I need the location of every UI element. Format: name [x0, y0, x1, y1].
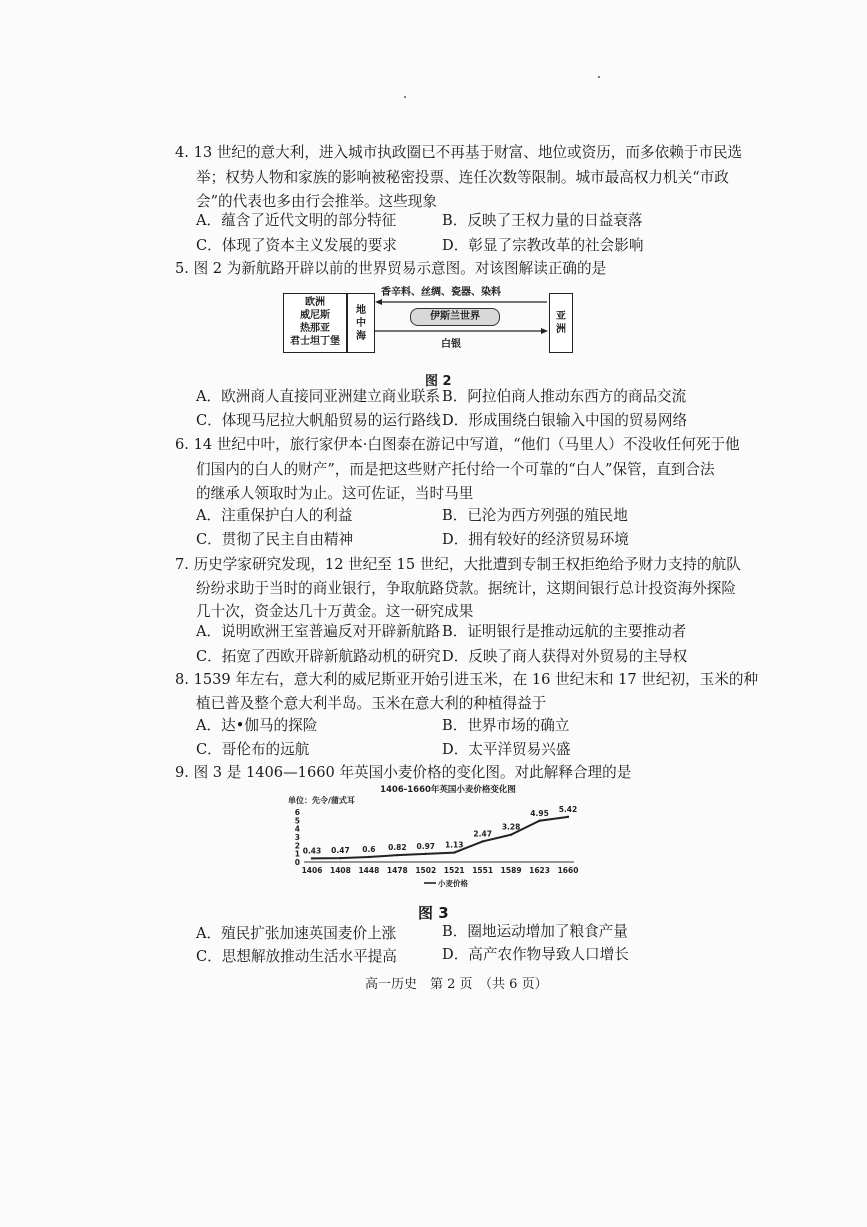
y-tick-label: 0 [294, 858, 300, 867]
data-point [396, 854, 398, 856]
data-point [510, 833, 512, 835]
data-label: 0.82 [388, 843, 407, 853]
x-tick-label: 1448 [358, 866, 380, 875]
q7-option-b[interactable]: B．证明银行是推动远航的主要推动者 [442, 623, 687, 640]
y-tick-label: 1 [294, 849, 300, 859]
q4-option-b[interactable]: B．反映了王权力量的日益衰落 [442, 212, 643, 229]
q8-option-c[interactable]: C．哥伦布的远航 [196, 741, 310, 758]
q8-option-d[interactable]: D．太平洋贸易兴盛 [442, 741, 571, 758]
q5-option-d[interactable]: D．形成围绕白银输入中国的贸易网络 [442, 412, 688, 429]
y-tick-label: 5 [294, 816, 300, 826]
data-label: 1.13 [444, 840, 464, 850]
q8-option-a[interactable]: A．达•伽马的探险 [196, 717, 318, 734]
chart-y-unit-label: 单位：先令/蒲式耳 [288, 796, 355, 805]
data-point [567, 816, 569, 818]
data-label: 3.28 [501, 822, 521, 832]
q4-option-c[interactable]: C．体现了资本主义发展的要求 [196, 237, 397, 254]
q4-line-1: 4. 13 世纪的意大利，进入城市执政圈已不再基于财富、地位或资历，而多依赖于市民选 [175, 144, 743, 161]
data-label: 2.47 [473, 829, 492, 839]
data-labels [303, 805, 578, 860]
q4-option-d[interactable]: D．彰显了宗教改革的社会影响 [442, 237, 644, 254]
x-tick-label: 1406 [301, 866, 323, 875]
y-tick-label: 6 [294, 808, 300, 817]
europe-label-1: 欧洲 [305, 297, 325, 308]
data-point [311, 857, 313, 859]
trade-arrows [283, 283, 573, 355]
q9-option-d[interactable]: D．高产农作物导致人口增长 [442, 946, 629, 963]
x-tick-label: 1521 [443, 866, 465, 875]
q6-option-c[interactable]: C．贯彻了民主自由精神 [196, 531, 354, 548]
q4-option-a[interactable]: A．蕴含了近代文明的部分特征 [196, 212, 397, 229]
data-label: 0.6 [362, 845, 376, 854]
q7-option-a[interactable]: A．说明欧洲王室普遍反对开辟新航路 [196, 623, 441, 640]
chart-title: 1406-1660年英国小麦价格变化图 [380, 785, 516, 795]
wheat-price-chart [286, 780, 579, 892]
data-label: 0.97 [416, 841, 436, 851]
data-label: 4.95 [530, 808, 549, 818]
q6-line-1: 6. 14 世纪中叶，旅行家伊本·白图泰在游记中写道，“他们（马里人）不没收任何死于他 [175, 436, 740, 453]
q7-option-d[interactable]: D．反映了商人获得对外贸易的主导权 [442, 648, 688, 665]
x-tick-label: 1478 [386, 866, 408, 875]
q6-option-d[interactable]: D．拥有较好的经济贸易环境 [442, 531, 629, 548]
q7-line-3: 几十次，资金达几十万黄金。这一研究成果 [196, 603, 474, 620]
q9-option-b[interactable]: B．圈地运动增加了粮食产量 [442, 923, 628, 940]
bottom-arrow-label: 白银 [441, 339, 461, 350]
islamic-world-label: 伊斯兰世界 [410, 308, 500, 326]
asia-label-1: 亚 [556, 311, 566, 322]
data-point [453, 851, 455, 853]
figure2-caption: 图 2 [425, 374, 452, 389]
data-label: 0.47 [331, 846, 350, 856]
q6-line-2: 们国内的白人的财产”，而是把这些财产托付给一个可靠的“白人”保管，直到合法 [196, 461, 715, 478]
x-axis-ticks [302, 866, 579, 875]
europe-label-3: 热那亚 [300, 323, 330, 334]
q5-option-c[interactable]: C．体现马尼拉大帆船贸易的运行路线 [196, 412, 441, 429]
asia-label-2: 洲 [556, 324, 566, 335]
q9-option-c[interactable]: C．思想解放推动生活水平提高 [196, 948, 397, 965]
q6-option-b[interactable]: B．已沦为西方列强的殖民地 [442, 507, 628, 524]
sea-label-2: 中 [356, 318, 366, 329]
legend-label: 小麦价格 [438, 879, 468, 888]
x-tick-label: 1502 [415, 866, 437, 875]
x-tick-label: 1660 [557, 866, 579, 875]
scan-speck [404, 96, 406, 98]
figure3-caption: 图 3 [418, 904, 449, 922]
q8-line-2: 植已普及整个意大利半岛。玉米在意大利的种植得益于 [196, 695, 547, 712]
data-point [425, 853, 427, 855]
q4-line-2: 举；权势人物和家族的影响被秘密投票、连任次数等限制。城市最高权力机关“市政 [196, 169, 729, 186]
q8-line-1: 8. 1539 年左右，意大利的威尼斯亚开始引进玉米，在 16 世纪末和 17 世纪初，玉米的种 [175, 671, 759, 688]
q5-option-a[interactable]: A．欧洲商人直接同亚洲建立商业联系 [196, 388, 441, 405]
q8-option-b[interactable]: B．世界市场的确立 [442, 717, 570, 734]
data-label: 0.43 [302, 846, 322, 856]
europe-label-2: 威尼斯 [300, 310, 330, 321]
x-tick-label: 1408 [330, 866, 351, 875]
data-point [339, 857, 341, 859]
sea-label-1: 地 [356, 305, 366, 316]
y-axis-ticks [295, 808, 300, 867]
sea-label-3: 海 [356, 331, 366, 342]
page-footer: 高一历史 第 2 页 （共 6 页） [365, 977, 548, 992]
q4-line-3: 会”的代表也多由行会推举。这些现象 [196, 193, 437, 210]
chart-legend [424, 878, 468, 888]
silver-arrowhead [541, 328, 548, 334]
q9-line-1: 9. 图 3 是 1406—1660 年英国小麦价格的变化图。对此解释合理的是 [175, 764, 632, 781]
data-point [538, 820, 540, 822]
q5-option-b[interactable]: B．阿拉伯商人推动东西方的商品交流 [442, 388, 687, 405]
trade-diagram [283, 283, 573, 355]
scan-speck [598, 76, 600, 78]
x-tick-label: 1623 [529, 866, 550, 875]
x-tick-label: 1551 [472, 866, 494, 875]
q6-option-a[interactable]: A．注重保护白人的利益 [196, 507, 353, 524]
series-line-wheat-price [312, 817, 568, 859]
q7-line-1: 7. 历史学家研究发现，12 世纪至 15 世纪，大批遭到专制王权拒绝给予财力支持的航队 [175, 556, 741, 573]
q7-line-2: 纷纷求助于当时的商业银行，争取航路贷款。据统计，这期间银行总计投资海外探险 [196, 580, 736, 597]
data-point [481, 840, 483, 842]
x-tick-label: 1589 [500, 866, 522, 875]
q9-option-a[interactable]: A．殖民扩张加速英国麦价上涨 [196, 925, 397, 942]
goods-arrowhead [375, 299, 382, 305]
q7-option-c[interactable]: C．拓宽了西欧开辟新航路动机的研究 [196, 648, 441, 665]
y-tick-label: 3 [294, 833, 300, 842]
top-arrow-label: 香辛料、丝绸、瓷器、染料 [381, 287, 501, 298]
q6-line-3: 的继承人领取时为止。这可佐证，当时马里 [196, 485, 474, 502]
y-tick-label: 2 [294, 841, 300, 851]
q5-line-1: 5. 图 2 为新航路开辟以前的世界贸易示意图。对该图解读正确的是 [175, 260, 607, 277]
data-point [368, 856, 370, 858]
europe-label-4: 君士坦丁堡 [290, 336, 340, 347]
data-label: 5.42 [558, 804, 578, 814]
y-tick-label: 4 [294, 824, 300, 834]
